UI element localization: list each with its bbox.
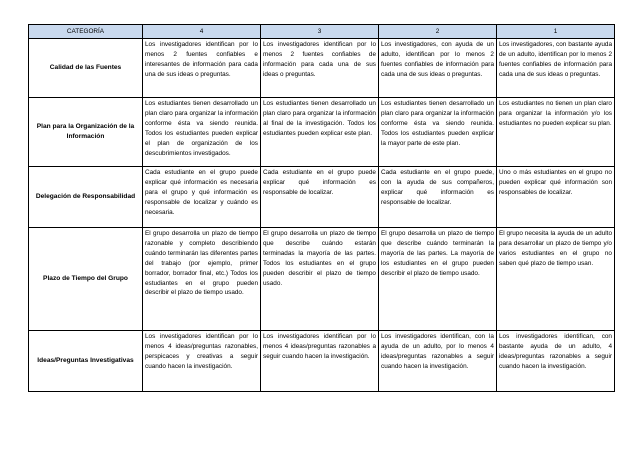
rubric-cell: Los estudiantes tienen desarrollado un plan claro para organizar la información al final de la investigación. Todos los estudiantes pueden explicar este plan. (261, 98, 379, 167)
header-level-3: 3 (261, 25, 379, 39)
rubric-cell: Los estudiantes tienen desarrollado un plan claro para organizar la información conforme ésta va siendo reunida. Todos los estudiantes pueden explicar la mayor parte de este plan. (379, 98, 497, 167)
criterion-cell: Delegación de Responsabilidad (29, 167, 143, 228)
rubric-table (28, 24, 615, 392)
rubric-cell: Los investigadores, con bastante ayuda de un adulto, identifican por lo menos 2 fuentes confiables de información para cada una de sus ideas o preguntas. (497, 39, 615, 98)
rubric-cell: Los estudiantes tienen desarrollado un plan claro para organizar la información conforme ésta va siendo reunida. Todos los estudiantes pueden explicar el plan de organización de los descubrimientos investigados. (143, 98, 261, 167)
criterion-cell: Plan para la Organización de la Información (29, 98, 143, 167)
rubric-cell: El grupo necesita la ayuda de un adulto para desarrollar un plazo de tiempo y/o varios estudiantes en el grupo no saben qué plazo de tiempo usan. (497, 228, 615, 331)
header-level-2: 2 (379, 25, 497, 39)
table-row (29, 167, 615, 228)
rubric-cell: Cada estudiante en el grupo puede explicar qué información es necesaria para el grupo y qué información es responsable de localizar y cuándo es necesaria. (143, 167, 261, 228)
rubric-cell: Los investigadores identifican, con bastante ayuda de un adulto, 4 ideas/preguntas razonables a seguir cuando hacen la investigación. (497, 331, 615, 392)
table-row (29, 228, 615, 331)
rubric-cell: Los investigadores identifican por lo menos 4 ideas/preguntas razonables, perspicaces y creativas a seguir cuando hacen la investigación. (143, 331, 261, 392)
table-row (29, 39, 615, 98)
rubric-cell: Los investigadores identifican por lo menos 4 ideas/preguntas razonables a seguir cuando hacen la investigación. (261, 331, 379, 392)
rubric-cell: Los investigadores identifican por lo menos 2 fuentes confiables de información para cada una de sus ideas o preguntas. (261, 39, 379, 98)
rubric-cell: Los investigadores identifican, con la ayuda de un adulto, por lo menos 4 ideas/preguntas razonables a seguir cuando hacen la investigación. (379, 331, 497, 392)
rubric-header (29, 25, 615, 39)
criterion-cell: Calidad de las Fuentes (29, 39, 143, 98)
table-row (29, 98, 615, 167)
criterion-cell: Plazo de Tiempo del Grupo (29, 228, 143, 331)
rubric-cell: El grupo desarrolla un plazo de tiempo que describe cuándo terminarán la mayoría de las partes. La mayoría de los estudiantes en el grupo pueden describir el plazo de tiempo usado. (379, 228, 497, 331)
table-row (29, 331, 615, 392)
rubric-cell: Cada estudiante en el grupo puede, con la ayuda de sus compañeros, explicar qué información es responsable de localizar. (379, 167, 497, 228)
rubric-cell: Los investigadores identifican por lo menos 2 fuentes confiables e interesantes de información para cada una de sus ideas o preguntas. (143, 39, 261, 98)
header-category: CATEGORÍA (29, 25, 143, 39)
header-row (29, 25, 615, 39)
criterion-cell: Ideas/Preguntas Investigativas (29, 331, 143, 392)
rubric-cell: El grupo desarrolla un plazo de tiempo que describe cuándo estarán terminadas la mayoría de las partes. Todos los estudiantes en el grupo pueden describir el plazo de tiempo usado. (261, 228, 379, 331)
rubric-cell: Los investigadores, con ayuda de un adulto, identifican por lo menos 2 fuentes confiables de información para cada una de sus ideas o preguntas. (379, 39, 497, 98)
rubric-cell: Los estudiantes no tienen un plan claro para organizar la información y/o los estudiantes no pueden explicar su plan. (497, 98, 615, 167)
rubric-cell: Cada estudiante en el grupo puede explicar qué información es responsable de localizar. (261, 167, 379, 228)
rubric-cell: El grupo desarrolla un plazo de tiempo razonable y completo describiendo cuándo terminarán las diferentes partes del trabajo (por ejemplo, primer borrador, borrador final, etc.) Todos los estudiantes en el grupo pueden describir el plazo de tiempo usado. (143, 228, 261, 331)
header-level-1: 1 (497, 25, 615, 39)
header-level-4: 4 (143, 25, 261, 39)
rubric-cell: Uno o más estudiantes en el grupo no pueden explicar qué información son responsables de localizar. (497, 167, 615, 228)
rubric-body (29, 39, 615, 392)
